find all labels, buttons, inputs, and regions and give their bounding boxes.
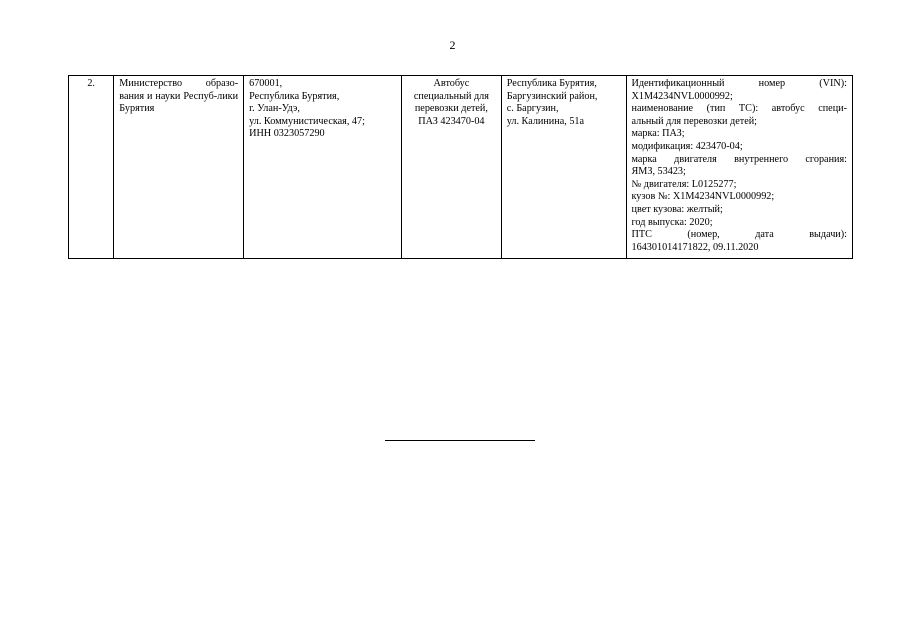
- spec-line: кузов №: X1M4234NVL0000992;: [631, 191, 775, 203]
- spec-line: X1M4234NVL0000992;: [631, 90, 733, 102]
- spec-line: марка: ПАЗ;: [631, 128, 685, 140]
- location-line: с. Баргузин,: [506, 103, 559, 115]
- address-line: Республика Бурятия,: [249, 90, 340, 102]
- footer-divider: [385, 440, 535, 441]
- vehicle-line: ПАЗ 423470-04: [418, 115, 485, 127]
- location-cell: [501, 76, 626, 259]
- location-line: ул. Калинина, 51а: [506, 115, 585, 127]
- spec-line: ПТС (номер, дата выдачи):: [631, 229, 847, 241]
- vehicle-line: специальный для: [413, 90, 489, 102]
- spec-line: № двигателя: L0125277;: [631, 178, 737, 190]
- location-line: Республика Бурятия,: [506, 78, 597, 89]
- address-line: ул. Коммунистическая, 47;: [249, 115, 365, 127]
- vehicle-line: Автобус: [433, 78, 470, 89]
- spec-line: альный для перевозки детей;: [631, 115, 757, 127]
- location-line: Баргузинский район,: [506, 90, 598, 102]
- spec-line: модификация: 423470-04;: [631, 140, 743, 152]
- spec-line: ЯМЗ, 53423;: [631, 166, 686, 178]
- owner-cell: Министерство образо-вания и науки Респуб-лики Бурятия: [114, 76, 244, 259]
- table-row: [69, 76, 853, 259]
- spec-line: наименование (тип ТС): автобус специ-: [631, 103, 847, 115]
- spec-line: 164301014171822, 09.11.2020: [631, 241, 759, 253]
- row-number-cell: 2.: [69, 76, 114, 259]
- address-line: 670001,: [249, 78, 283, 89]
- spec-line: цвет кузова: желтый;: [631, 203, 723, 215]
- vehicle-line: перевозки детей,: [414, 103, 488, 115]
- owner-address-cell: [244, 76, 402, 259]
- page-number: 2: [449, 38, 456, 52]
- address-line: г. Улан-Удэ,: [249, 103, 300, 115]
- vehicle-registry-table: [68, 75, 853, 259]
- spec-line: год выпуска: 2020;: [631, 216, 713, 228]
- spec-line: марка двигателя внутреннего сгорания:: [631, 153, 847, 165]
- vehicle-specs-cell: [626, 76, 853, 259]
- address-line: ИНН 0323057290: [249, 128, 325, 140]
- spec-line: Идентификационный номер (VIN):: [631, 78, 847, 89]
- vehicle-cell: [402, 76, 502, 259]
